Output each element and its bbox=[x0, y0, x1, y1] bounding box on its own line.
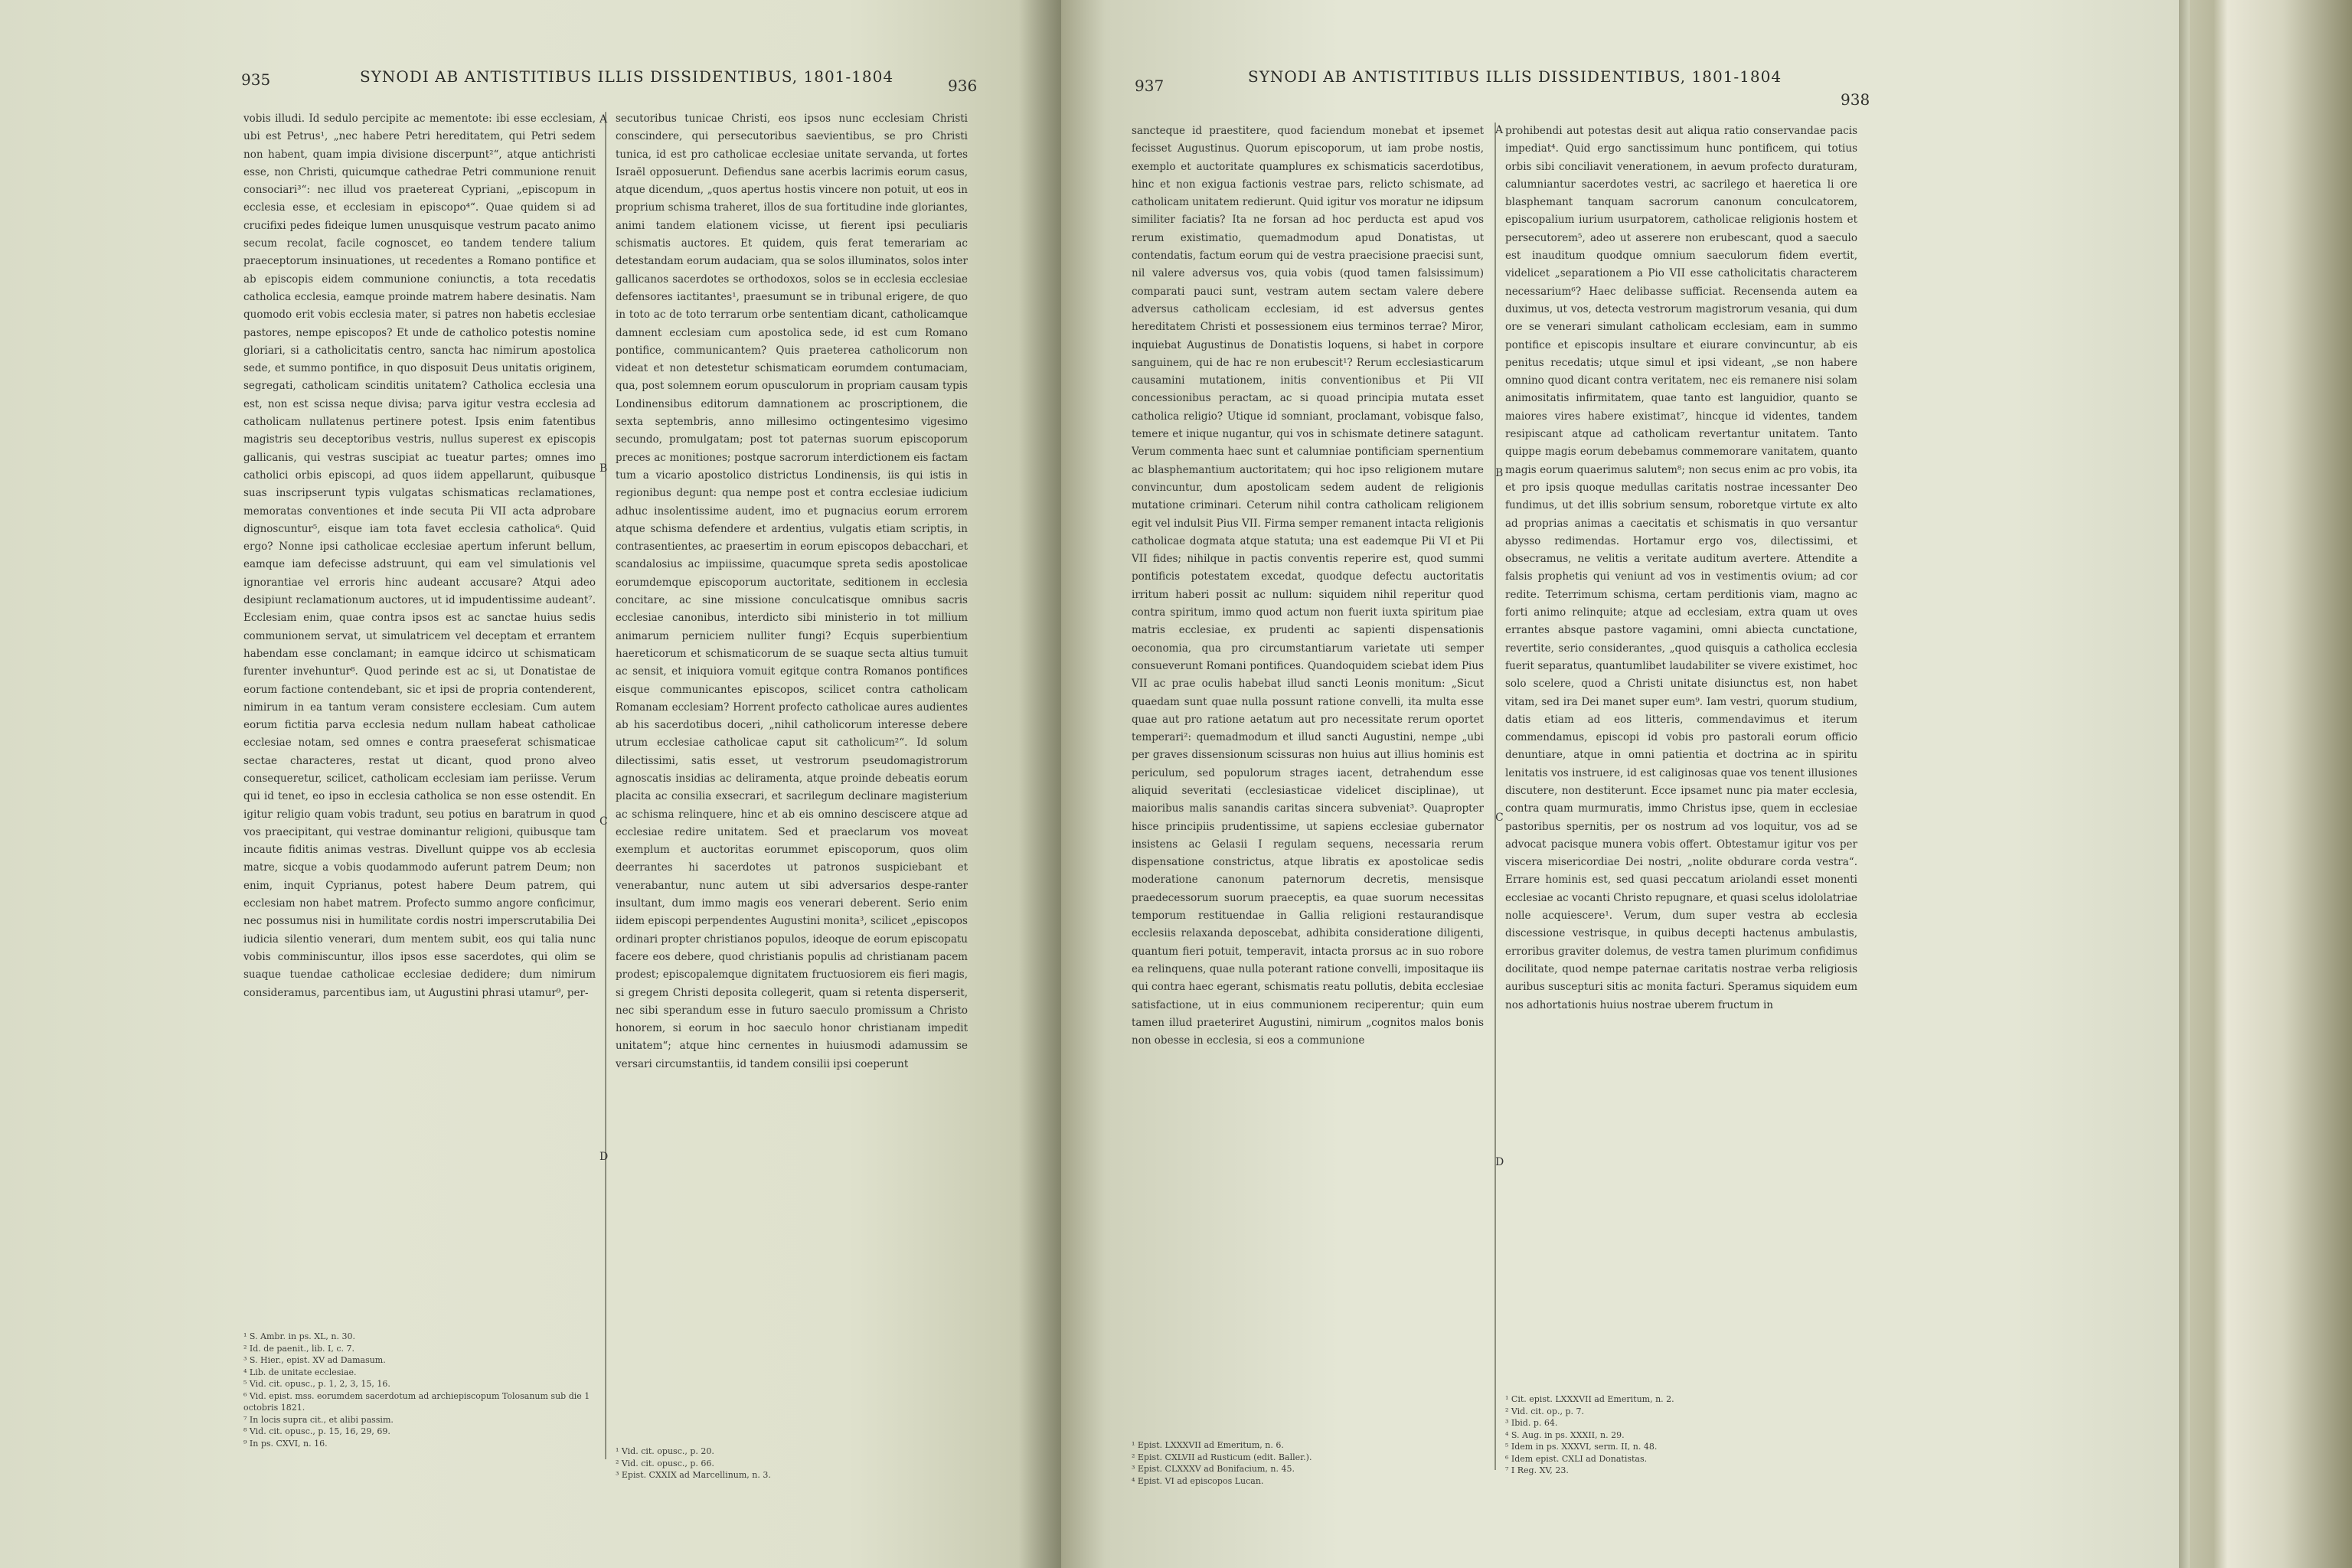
footnote: ⁶ Idem epist. CXLI ad Donatistas. bbox=[1505, 1453, 1648, 1464]
footnote: ³ Ibid. p. 64. bbox=[1505, 1418, 1558, 1428]
footnote: ⁴ Epist. VI ad episcopos Lucan. bbox=[1132, 1475, 1264, 1486]
footnote: ⁵ Vid. cit. opusc., p. 1, 2, 3, 15, 16. bbox=[243, 1379, 390, 1389]
page-number-936: 936 bbox=[948, 77, 978, 95]
right-page bbox=[1061, 0, 2179, 1568]
margin-letter-d: D bbox=[1495, 1156, 1504, 1168]
column-rule bbox=[1494, 122, 1496, 1470]
margin-letter-c: C bbox=[599, 815, 608, 828]
margin-letter-c: C bbox=[1495, 812, 1504, 824]
page-number-935: 935 bbox=[241, 70, 271, 89]
left-page bbox=[0, 0, 1061, 1568]
running-header-right: SYNODI AB ANTISTITIBUS ILLIS DISSIDENTIBUS, 1801-1804 bbox=[1248, 67, 1782, 86]
footnotes-right-col2 bbox=[1505, 1393, 1857, 1477]
footnote: ² Vid. cit. op., p. 7. bbox=[1505, 1406, 1584, 1416]
footnote: ⁹ In ps. CXVI, n. 16. bbox=[243, 1438, 328, 1449]
footnote: ³ Epist. CLXXXV ad Bonifacium, n. 45. bbox=[1132, 1464, 1295, 1474]
footnotes-right-col1 bbox=[1132, 1439, 1484, 1487]
footnote: ² Vid. cit. opusc., p. 66. bbox=[616, 1458, 714, 1468]
footnote: ¹ Epist. LXXXVII ad Emeritum, n. 6. bbox=[1132, 1440, 1284, 1450]
footnote: ⁷ In locis supra cit., et alibi passim. bbox=[243, 1414, 394, 1425]
left-page-column-2: secutoribus tunicae Christi, eos ipsos nunc ecclesiam Christi conscindere, qui persecutoribus saevientibus, se pro Christi tunica, id est pro catholicae ecclesiae unitate servanda, ut fortes Israël opposuerunt. Defiendus sane acerbis lacrimis eorum casus, atque dicendum, „quos apertus hostis vincere non potuit, ut eos in proprium schisma traheret, illos de sua fortitudine inde gloriantes, animi tandem elationem vicisse, ut fierent ipsi peculiaris schismatis auctores. Et quidem, quis ferat temerariam ac detestandam eorum audaciam, qua se solos illuminatos, solos inter gallicanos sacerdotes se orthodoxos, solos se in ecclesia ecclesiae defensores iactitantes¹, praesumunt se in tribunal erigere, de quo in toto ac de toto terrarum orbe sententiam dicant, catholicamque damnent ecclesiam cum apostolica sede, id est cum Romano pontifice, communicantem? Quis praeterea catholicorum non videat et non detestetur schismaticam eorumdem contumaciam, qua, post solemnem eorum opusculorum in propriam causam typis Londinensibus editorum damnationem ac proscriptionem, die sexta septembris, anno millesimo octingentesimo vigesimo secundo, promulgatam; post tot paternas suorum episcoporum preces ac monitiones; postque sacrorum interdictionem eis factam tum a vicario apostolico districtus Londinensis, iis qui istis in regionibus degunt: qua nempe post et contra ecclesiae iudicium adhuc insolentissime audent, imo et pugnacius eorum errorem atque schisma defendere et ardentius, vulgatis etiam scriptis, in contrasentientes, ac praesertim in eorum episcopos debacchari, et scandalosius ac impiissime, quacumque spreta sedis apostolicae eorumdemque episcoporum auctoritate, seditionem in ecclesia concitare, ac sine missione conculcatisque omnibus sacris ecclesiae canonibus, interdicto sibi ministerio in tot millium animarum perniciem nulliter fungi? Ecquis superbientium haereticorum et schismaticorum de se suaque secta altius tumuit ac sensit, et iniquiora vomuit egitque contra Romanos pontifices eisque communicantes episcopos, scilicet contra catholicam Romanam ecclesiam? Horrent profecto catholicae aures audientes ab his sacerdotibus doceri, „nihil catholicorum interesse debere utrum ecclesiae catholicae caput sit catholicum²“. Id solum dilectissimi, satis esset, ut vestrorum pseudomagistrorum agnoscatis insidias ac deliramenta, atque proinde debeatis eorum placita ac consilia exsecrari, et sacrilegum declinare magisterium ac schisma relinquere, hinc et ab eis omnino desciscere atque ad ecclesiae redire unitatem. Sed et praeclarum vos moveat exemplum et auctoritas eorummet episcoporum, quos olim deerrantes hi sacerdotes ut patronos suspiciebant et venerabantur, nunc autem ut sibi adversarios despe-ranter insultant, dum immo magis eos venerari deberent. Serio enim iidem episcopi perpendentes Augustini monita³, scilicet „episcopos ordinari propter christianos populos, ideoque de eorum episcopatu facere eos debere, quod christianis populis ad christianam pacem prodest; episcopalemque dignitatem fructuosiorem eis fieri magis, si gregem Christi deposita collegerit, quam si retenta disperserit, nec sibi sperandum esse in futuro saeculo promissum a Christo honorem, si eorum in hoc saeculo honor christianam impedit unitatem“; atque hinc cernentes in huiusmodi adamussim se versari circumstantiis, id tandem consilii ipsi coeperunt bbox=[616, 113, 968, 1070]
footnotes-left-col1 bbox=[243, 1331, 596, 1449]
footnote: ⁶ Vid. epist. mss. eorumdem sacerdotum ad archiepiscopum Tolosanum sub die 1 octobris 1821. bbox=[243, 1390, 590, 1413]
margin-letter-d: D bbox=[599, 1151, 609, 1163]
footnote: ² Id. de paenit., lib. I, c. 7. bbox=[243, 1343, 355, 1354]
running-header-left: SYNODI AB ANTISTITIBUS ILLIS DISSIDENTIBUS, 1801-1804 bbox=[360, 67, 894, 86]
footnote: ⁷ I Reg. XV, 23. bbox=[1505, 1465, 1569, 1475]
margin-letter-a: A bbox=[1495, 124, 1504, 136]
footnote: ¹ S. Ambr. in ps. XL, n. 30. bbox=[243, 1331, 355, 1341]
left-page-column-1: vobis illudi. Id sedulo percipite ac mementote: ibi esse ecclesiam, ubi est Petrus¹, „nec habere Petri hereditatem, qui Petri sedem non habent, quam impia divisione discerpunt²“, atque antichristi esse, non Christi, quicumque cathedrae Petri communione renuit consociari³“: nec illud vos praetereat Cypriani, „episcopum in ecclesia esse, et ecclesiam in episcopo⁴“. Quae quidem si ad crucifixi pedes fideique lumen unusquisque vestrum pacato animo secum recolat, facile cognoscet, eo tandem tendere talium praeceptorum insinuationes, ut recedentes a Romano pontifice et ab episcopis eidem communione coniunctis, a tota recedatis catholica ecclesia, eamque proinde matrem habere desinatis. Nam quomodo erit vobis ecclesia mater, si patres non habetis ecclesiae pastores, nempe episcopos? Et unde de catholico potestis nomine gloriari, si a catholicitatis centro, sancta hac nimirum apostolica sede, et summo pontifice, in quo disposuit Deus unitatis originem, segregati, catholicam scinditis unitatem? Catholica ecclesia una est, non est scissa neque divisa; parva igitur vestra ecclesia ad catholicam nullatenus pertinere potest. Ipsis enim fatentibus magistris seu deceptoribus vestris, nullus superest ex episcopis gallicanis, qui vestras suscipiat ac tueatur partes; omnes imo catholici orbis episcopi, ad quos iidem appellarunt, quibusque suas inscripserunt typis vulgatas schismaticas reclamationes, memoratas conventiones et inde secuta Pii VII acta adprobare dignoscuntur⁵, eisque iam tota favet ecclesia catholica⁶. Quid ergo? Nonne ipsi catholicae ecclesiae apertum inferunt bellum, eamque iam defecisse adstruunt, qui eam vel simulationis vel ignorantiae vel erroris hinc audeant accusare? Atqui adeo desipiunt reclamationum auctores, ut id impudentissime audeant⁷. Ecclesiam enim, quae contra ipsos est ac sanctae huius sedis communionem servat, ut simulatricem vel deceptam et errantem habendam esse conclamant; in eamque idcirco ut schismaticam furenter invehuntur⁸. Quod perinde est ac si, ut Donatistae de eorum factione contendebant, sic et ipsi de propria contenderent, nimirum in ea tantum veram consistere ecclesiam. Cum autem eorum fictitia parva ecclesia nedum nullam habeat catholicae ecclesiae notam, sed omnes e contra praeseferat schismaticae sectae characteres, restat ut dicant, quod prono alveo consequeretur, scilicet, catholicam ecclesiam iam periisse. Verum qui id tenet, eo ipso in ecclesia catholica se non esse ostendit. En igitur religio quam vobis tradunt, seu potius en baratrum in quod vos praecipitant, qui vestrae dominantur religioni, quibusque tam incaute fiditis animas vestras. Divellunt quippe vos ab ecclesia matre, sicque a vobis quodammodo auferunt patrem Deum; non enim, inquit Cyprianus, potest habere Deum patrem, qui ecclesiam non habet matrem. Profecto summo angore conficimur, nec possumus nisi in humilitate cordis nostri imperscrutabilia Dei iudicia silentio venerari, dum mentem subit, eos qui talia nunc vobis comminiscuntur, illos ipsos esse sacerdotes, qui olim se suaque tuendae catholicae ecclesiae dedidere; dum nimirum consideramus, parcentibus iam, ut Augustini phrasi utamur⁹, per- bbox=[243, 113, 596, 999]
margin-letter-b: B bbox=[1495, 467, 1504, 479]
footnotes-left-col2 bbox=[616, 1446, 968, 1481]
footnote: ³ Epist. CXXIX ad Marcellinum, n. 3. bbox=[616, 1470, 771, 1480]
footnote: ³ S. Hier., epist. XV ad Damasum. bbox=[243, 1355, 386, 1365]
footnote: ⁵ Idem in ps. XXXVI, serm. II, n. 48. bbox=[1505, 1442, 1658, 1452]
column-rule bbox=[605, 112, 606, 1459]
footnote: ⁸ Vid. cit. opusc., p. 15, 16, 29, 69. bbox=[243, 1426, 390, 1436]
page-number-937: 937 bbox=[1135, 77, 1165, 95]
right-page-column-1: sancteque id praestitere, quod faciendum monebat et ipsemet fecisset Augustinus. Quorum episcoporum, ut iam probe nostis, exemplo et auctoritate quamplures ex schismaticis sacerdotibus, hinc et non exigua factionis vestrae pars, relicto schismate, ad catholicam unitatem redierunt. Quid igitur vos moratur ne idipsum similiter faciatis? Ita ne forsan ad hoc perducta est apud vos rerum existimatio, quemadmodum apud Donatistas, ut contendatis, factum eorum qui de vestra praecisione praecisi sunt, nil valere adversus vos, quia vobis (quod tamen falsissimum) comparati pauci sunt, vestram autem sectam valere debere adversus catholicam ecclesiam, id est adversus gentes hereditatem Christi et possessionem eius terminos terrae? Miror, inquiebat Augustinus de Donatistis loquens, si habet in corpore sanguinem, qui de hac re non erubescit¹? Rerum ecclesiasticarum causamini mutationem, initis conventionibus et Pii VII concessionibus peractam, ac si quoad principia mutata esset catholica religio? Utique id somniant, proclamant, vobisque falso, temere et inique nugantur, qui vos in schismate detinere satagunt. Verum commenta haec sunt et calumniae pontificiam spernentium ac blasphemantium auctoritatem; qui hoc ipso religionem mutare convincuntur, dum apostolicam sedem audent de religionis mutatione criminari. Ceterum nihil contra catholicam religionem egit vel indulsit Pius VII. Firma semper remanent intacta religionis catholicae dogmata atque statuta; una est eademque Pii VI et Pii VII fides; nihilque in pactis conventis reperire est, quod summi pontificis potestatem excedat, quodque defectu auctoritatis irritum haberi possit ac nullum: siquidem nihil reperitur quod contra spiritum, immo quod actum non fuerit iuxta spiritum piae matris ecclesiae, ex prudenti ac sapienti dispensationis oeconomia, qua pro circumstantiarum varietate uti semper consueverunt Romani pontifices. Quandoquidem sciebat idem Pius VII ac prae oculis habebat illud sancti Leonis monitum: „Sicut quaedam sunt quae nulla possunt ratione convelli, ita multa esse quae aut pro ratione aetatum aut pro necessitate rerum oportet temperari²: quemadmodum et illud sancti Augustini, nempe „ubi per graves dissensionum scissuras non huius aut illius hominis est periculum, sed populorum strages iacent, detrahendum esse aliquid severitati (ecclesiasticae videlicet disciplinae), ut maioribus malis sanandis caritas sincera subveniat³. Quapropter hisce principiis prudentissime, ut sapiens ecclesiae gubernator insistens ac Gelasii I regulam sequens, necessaria rerum dispensatione constrictus, atque libratis ex apostolicae sedis moderatione canonum paternorum decretis, mensisque praedecessorum suorum praeceptis, ea quae suorum necessitas temporum restituendae in Gallia religioni restaurandisque ecclesiis relaxanda deposcebat, adhibita consideratione diligenti, quantum fieri potuit, temperavit, intacta prorsus ac in suo robore ea relinquens, quae nulla poterant ratione convelli, impositaque iis qui contra haec egerant, schismatis reatu pollutis, debita ecclesiae satisfactione, ut in eius communionem reciperentur; quin eum tamen illud praeteriret Augustini, nimirum „cognitos malos bonis non obesse in ecclesia, si eos a communione bbox=[1132, 125, 1484, 1047]
margin-letter-a: A bbox=[599, 113, 608, 126]
footnote: ¹ Cit. epist. LXXXVII ad Emeritum, n. 2. bbox=[1505, 1394, 1674, 1404]
footnote: ⁴ S. Aug. in ps. XXXII, n. 29. bbox=[1505, 1429, 1625, 1440]
book-page-edge bbox=[2179, 0, 2352, 1568]
page-number-938: 938 bbox=[1841, 90, 1870, 109]
footnote: ² Epist. CXLVII ad Rusticum (edit. Baller.). bbox=[1132, 1452, 1312, 1462]
margin-letter-b: B bbox=[599, 462, 608, 475]
footnote: ¹ Vid. cit. opusc., p. 20. bbox=[616, 1446, 714, 1456]
right-page-column-2: prohibendi aut potestas desit aut aliqua ratio conservandae pacis impediat⁴. Quid ergo sanctissimum hunc pontificem, qui totius orbis sibi conciliavit venerationem, in aevum profecto duraturam, calumniantur sacerdotes vestri, ac sacrilego et haeretica li ore blasphemant tanquam sacrorum canonum conculcatorem, episcopalium iurium usurpatorem, catholicae religionis hostem et persecutorem⁵, adeo ut asserere non erubescant, quod a saeculo est inauditum quodque omnium saeculorum fidem evertit, videlicet „separationem a Pio VII esse catholicitatis characterem necessarium⁶? Haec delibasse sufficiat. Recensenda autem ea duximus, ut vos, detecta vestrorum magistrorum vesania, qui dum ore se venerari simulant catholicam ecclesiam, eam in summo pontifice et episcopis insultare et eiurare convincuntur, ab eis penitus recedatis; utque simul et ipsi videant, „se non habere omnino quod dicant contra veritatem, nec eis remanere nisi solam animositatis infirmitatem, quae tanto est languidior, quanto se maiores vires habere existimat⁷, hincque id videntes, tandem resipiscant atque ad catholicam revertantur unitatem. Tanto quippe magis eorum debebamus commemorare vanitatem, quanto magis eorum quaerimus salutem⁸; non secus enim ac pro vobis, ita et pro ipsis quoque medullas caritatis nostrae incessanter Deo fundimus, ut det illis sobrium sensum, roboretque virtute ex alto ad proprias animas a caecitatis et schismatis in quo versantur abysso redimendas. Hortamur ergo vos, dilectissimi, et obsecramus, ne velitis a veritate auditum avertere. Attendite a falsis prophetis qui veniunt ad vos in vestimentis ovium; ad cor redite. Teterrimum schisma, certam perditionis viam, magno ac forti animo relinquite; atque ad ecclesiam, extra quam ut oves errantes absque pastore vagamini, omni abiecta cunctatione, revertite, serio considerantes, „quod quisquis a catholica ecclesia fuerit separatus, quantumlibet laudabiliter se vivere existimet, hoc solo scelere, quod a Christi unitate disiunctus est, non habet vitam, sed ira Dei manet super eum⁹. Iam vestri, quorum studium, datis etiam ad eos litteris, commendavimus et iterum commendamus, episcopi id vobis pro pastorali eorum officio denuntiare, atque in omni patientia et doctrina ac in spiritu lenitatis vos instruere, id est caliginosas quae vos tenent illusiones discutere, non destiterunt. Ecce ipsamet nunc pia mater ecclesia, contra quam murmuratis, immo Christus ipse, quem in ecclesiae pastoribus spernitis, per os nostrum ad vos loquitur, vos ad se advocat pacisque munera vobis offert. Obtestamur igitur vos per viscera misericordiae Dei nostri, „nolite obdurare corda vestra“. Errare hominis est, sed quasi peccatum ariolandi esset monenti ecclesiae ac vocanti Christo repugnare, et quasi scelus idololatriae nolle acquiescere¹. Verum, dum super vestra ab ecclesia discessione vestrisque, in quibus decepti hactenus ambulastis, erroribus graviter dolemus, de vestra tamen plurimum confidimus docilitate, quod nempe paternae caritatis nostrae verba religiosis auribus suscepturi sitis ac monita facturi. Speramus siquidem eum nos adhortationis huius nostrae uberem fructum in bbox=[1505, 125, 1857, 1011]
footnote: ⁴ Lib. de unitate ecclesiae. bbox=[243, 1367, 357, 1377]
